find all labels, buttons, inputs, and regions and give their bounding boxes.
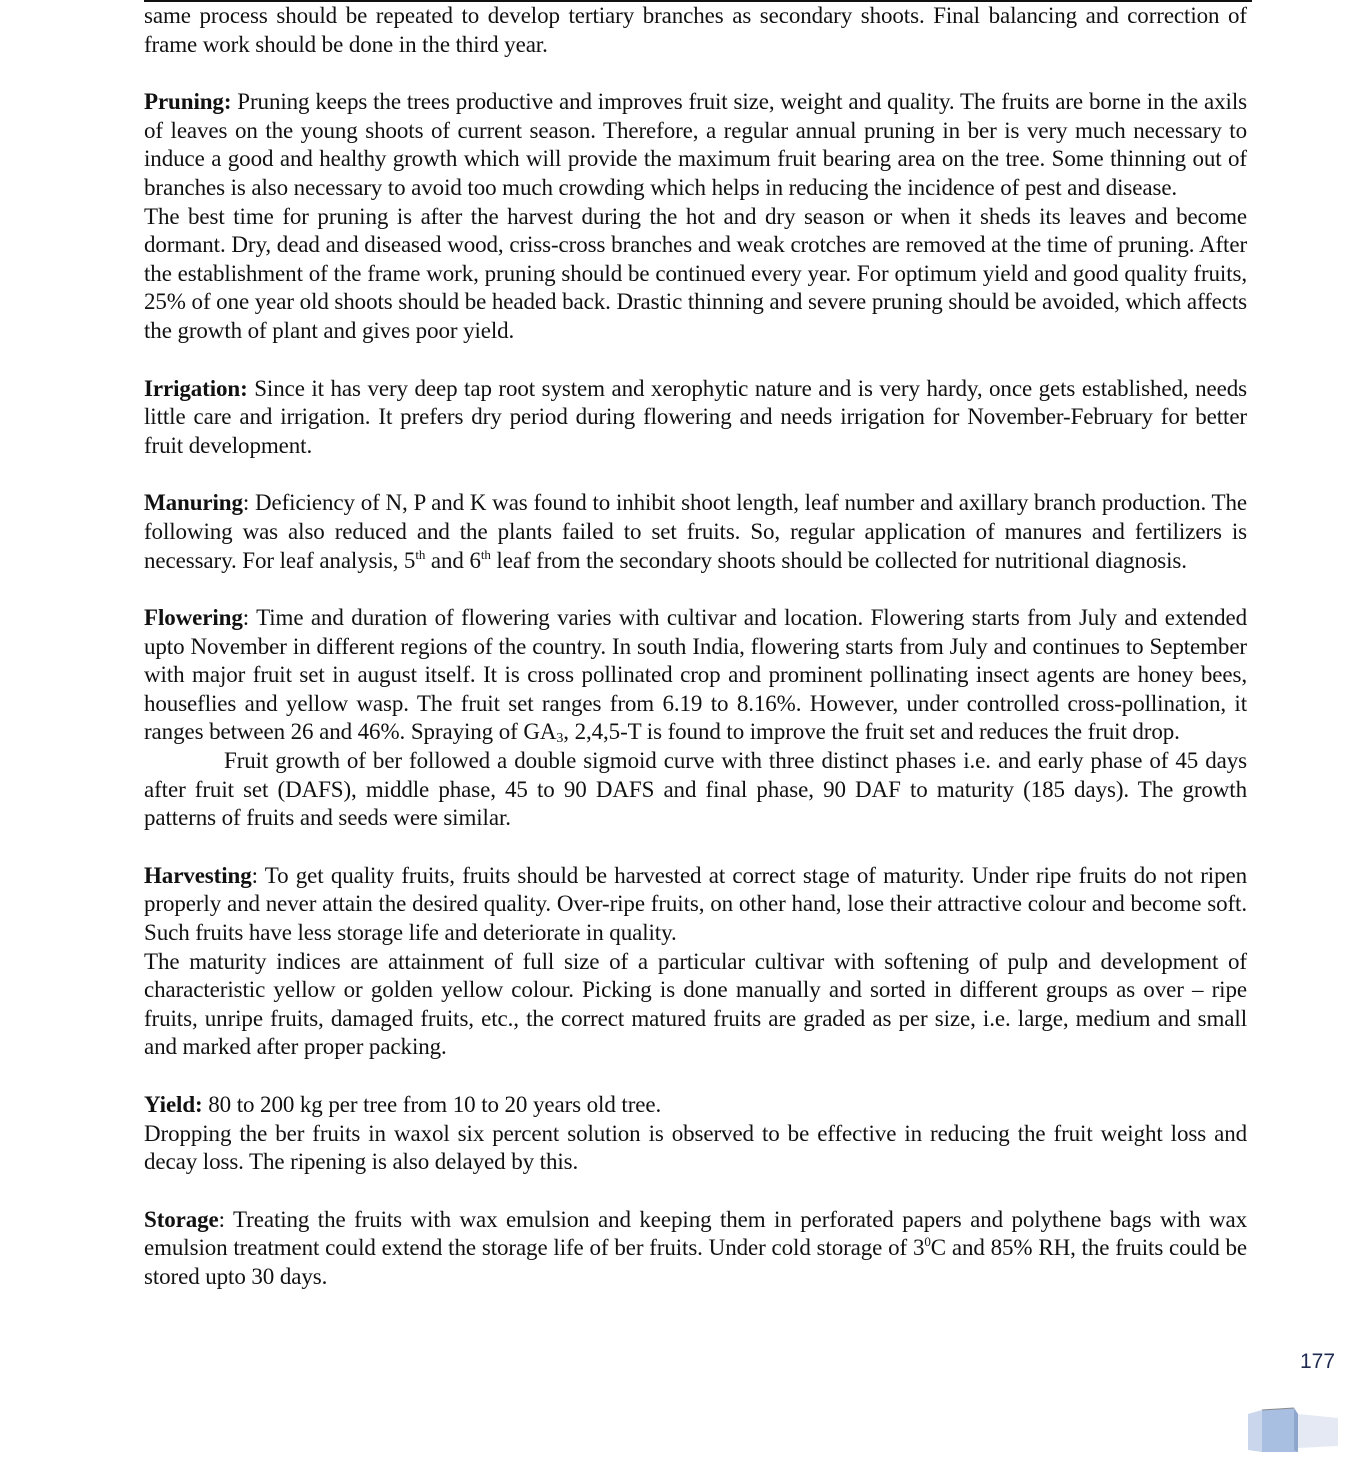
pruning-text: Pruning keeps the trees productive and improves fruit size, weight and quality. The fruits are borne in the axils of leaves on the young shoots of current season. Therefore, a regular annual pruning in ber is very much necessary to induce a good and healthy growth which will provide the maximum fruit bearing area on the tree. Some thinning out of branches is also necessary to avoid too much crowding which helps in reducing the incidence of pest and disease. [144,89,1247,200]
flowering-text: , 2,4,5-T is found to improve the fruit set and reduces the fruit drop. [563,719,1180,745]
irrigation-paragraph [144,375,1247,461]
pruning-paragraph [144,88,1247,202]
harvesting-paragraph [144,862,1247,948]
waxol-paragraph [144,1120,1247,1177]
superscript: th [480,546,491,562]
harvesting-text: : To get quality fruits, fruits should be harvested at correct stage of maturity. Under ripe fruits do not ripen properly and never attain the desired quality. Over-ripe fruits, on other hand, lose their attractive colour and become soft. Such fruits have less storage life and deteriorate in quality. [144,862,1247,946]
yield-paragraph [144,1091,1247,1120]
intro-paragraph [144,2,1247,59]
storage-text: C and 85% RH, the fruits could be stored upto 30 days. [144,1235,1247,1289]
pruning-heading: Pruning: [144,89,232,115]
storage-paragraph [144,1206,1247,1292]
fruit-growth-text: Fruit growth of ber followed a double sigmoid curve with three distinct phases i.e. and early phase of 45 days after fruit set (DAFS), middle phase, 45 to 90 DAFS and final phase, 90 DAF to maturity (185 days). The growth patterns of fruits and seeds were similar. [144,748,1247,831]
waxol-text: Dropping the ber fruits in waxol six percent solution is observed to be effective in reducing the fruit weight loss and decay loss. The ripening is also delayed by this. [144,1120,1247,1175]
irrigation-heading: Irrigation: [144,375,248,401]
harvesting-heading: Harvesting [144,862,252,888]
subscript: 3 [556,731,564,747]
storage-text: : Treating the fruits with wax emulsion and keeping them in perforated papers and polythene bags with wax emulsion treatment could extend the storage life of ber fruits. Under cold storage of 3 [144,1206,1247,1261]
manuring-text: and 6 [425,547,481,573]
flowering-paragraph [144,604,1247,747]
superscript: 0 [924,1234,931,1250]
manuring-heading: Manuring [144,490,243,516]
manuring-paragraph [144,489,1247,575]
fruit-growth-paragraph [144,747,1247,833]
intro-text: same process should be repeated to develop tertiary branches as secondary shoots. Final balancing and correction of frame work should be done in the third year. [144,3,1247,57]
manuring-text: : Deficiency of N, P and K was found to inhibit shoot length, leaf number and axillary branch production. The following was also reduced and the plants failed to set fruits. So, regular application of manures and fertilizers is necessary. For leaf analysis, 5 [144,490,1247,573]
pruning-paragraph-2 [144,203,1247,346]
maturity-paragraph [144,948,1247,1062]
irrigation-text: Since it has very deep tap root system and xerophytic nature and is very hardy, once gets established, needs little care and irrigation. It prefers dry period during flowering and needs irrigation for November-February for better fruit development. [144,375,1247,458]
yield-text: 80 to 200 kg per tree from 10 to 20 years old tree. [202,1092,662,1117]
pruning-text-2: The best time for pruning is after the harvest during the hot and dry season or when it sheds its leaves and become dormant. Dry, dead and diseased wood, criss-cross branches and weak crotches are removed at the time of pruning. After the establishment of the frame work, pruning should be continued every year. For optimum yield and good quality fruits, 25% of one year old shoots should be headed back. Drastic thinning and severe pruning should be avoided, which affects the growth of plant and gives poor yield. [144,203,1247,343]
flowering-heading: Flowering [144,605,243,631]
maturity-text: The maturity indices are attainment of full size of a particular cultivar with softening of pulp and development of characteristic yellow or golden yellow colour. Picking is done manually and sorted in different groups as over – ripe fruits, unripe fruits, damaged fruits, etc., the correct matured fruits are graded as per size, i.e. large, medium and small and marked after proper packing. [144,948,1247,1060]
superscript: th [415,546,426,562]
manuring-text: leaf from the secondary shoots should be collected for nutritional diagnosis. [490,547,1187,573]
storage-heading: Storage [144,1206,219,1232]
document-page [144,2,1247,1292]
flowering-text: : Time and duration of flowering varies with cultivar and location. Flowering starts from July and extended upto November in different regions of the country. In south India, flowering starts from July and continues to September with major fruit set in august itself. It is cross pollinated crop and prominent pollinating insect agents are honey bees, houseflies and yellow wasp. The fruit set ranges from 6.19 to 8.16%. However, under controlled cross-pollination, it ranges between 26 and 46%. Spraying of GA [144,605,1247,745]
page-number: 177 [1300,1350,1336,1373]
yield-heading: Yield: [144,1092,203,1117]
page-curl-icon [1248,1406,1338,1454]
